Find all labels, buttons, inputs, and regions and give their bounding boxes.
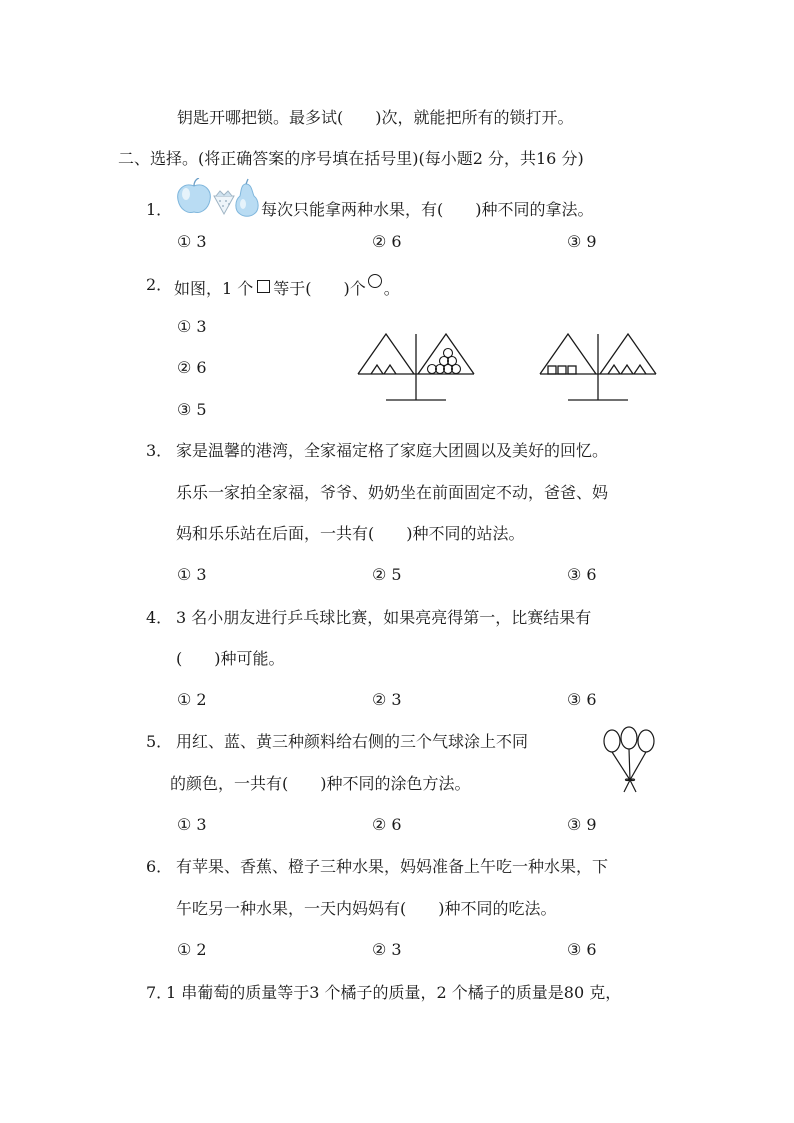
strawberry-icon — [214, 191, 234, 214]
question-line-1: 有苹果、香蕉、橙子三种水果，妈妈准备上午吃一种水果，下 — [176, 857, 609, 876]
text-before: 如图，1 个 — [174, 279, 254, 298]
option-1[interactable]: ① 3 — [177, 565, 207, 584]
balloons-icon — [598, 722, 660, 796]
square-icon — [257, 280, 270, 293]
question-number: 2． — [146, 275, 173, 294]
option-3[interactable]: ③ 9 — [567, 232, 597, 251]
option-3[interactable]: ③ 6 — [567, 940, 597, 959]
question-number: 3． — [146, 441, 173, 460]
option-3[interactable]: ③ 6 — [567, 690, 597, 709]
question-line-1: 家是温馨的港湾，全家福定格了家庭大团圆以及美好的回忆。 — [176, 441, 609, 460]
option-1[interactable]: ① 3 — [177, 815, 207, 834]
option-2[interactable]: ② 6 — [372, 815, 402, 834]
option-2[interactable]: ② 6 — [372, 232, 402, 251]
question-text — [174, 274, 400, 300]
option-1[interactable]: ① 3 — [177, 232, 207, 251]
question-line-3: 妈和乐乐站在后面，一共有( )种不同的站法。 — [176, 524, 525, 543]
balance-scale-1 — [356, 330, 476, 402]
fruit-icons — [174, 178, 262, 218]
question-number: 5． — [146, 732, 173, 751]
option-3[interactable]: ③ 5 — [177, 400, 207, 419]
question-line-2: 午吃另一种水果，一天内妈妈有( )种不同的吃法。 — [176, 899, 557, 918]
question-line-1: 1 串葡萄的质量等于3 个橘子的质量，2 个橘子的质量是80 克， — [166, 983, 622, 1002]
question-line-1: 3 名小朋友进行乒乓球比赛，如果亮亮得第一，比赛结果有 — [176, 608, 592, 627]
question-number: 6． — [146, 857, 173, 876]
option-1[interactable]: ① 2 — [177, 940, 207, 959]
carryover-text: 钥匙开哪把锁。最多试( )次，就能把所有的锁打开。 — [177, 108, 574, 127]
apple-icon — [178, 178, 211, 213]
question-line-1: 用红、蓝、黄三种颜料给右侧的三个气球涂上不同 — [176, 732, 529, 751]
option-2[interactable]: ② 3 — [372, 690, 402, 709]
option-1[interactable]: ① 2 — [177, 690, 207, 709]
option-1[interactable]: ① 3 — [177, 317, 207, 336]
pear-icon — [236, 179, 258, 216]
question-number: 4． — [146, 608, 173, 627]
question-line-2: 乐乐一家拍全家福，爷爷、奶奶坐在前面固定不动，爸爸、妈 — [176, 483, 609, 502]
section-heading: 二、选择。(将正确答案的序号填在括号里)(每小题2 分，共16 分) — [118, 149, 584, 168]
question-text: 每次只能拿两种水果，有( )种不同的拿法。 — [261, 200, 594, 219]
question-line-2: ( )种可能。 — [176, 649, 285, 668]
option-3[interactable]: ③ 9 — [567, 815, 597, 834]
option-2[interactable]: ② 6 — [177, 358, 207, 377]
option-2[interactable]: ② 3 — [372, 940, 402, 959]
question-line-2: 的颜色，一共有( )种不同的涂色方法。 — [170, 774, 471, 793]
option-3[interactable]: ③ 6 — [567, 565, 597, 584]
option-2[interactable]: ② 5 — [372, 565, 402, 584]
question-number: 1． — [146, 200, 173, 219]
text-middle: 等于( )个 — [273, 279, 366, 298]
circle-icon — [368, 274, 382, 288]
balance-scale-2 — [538, 330, 658, 402]
text-end: 。 — [383, 279, 400, 298]
question-number: 7． — [146, 983, 173, 1002]
